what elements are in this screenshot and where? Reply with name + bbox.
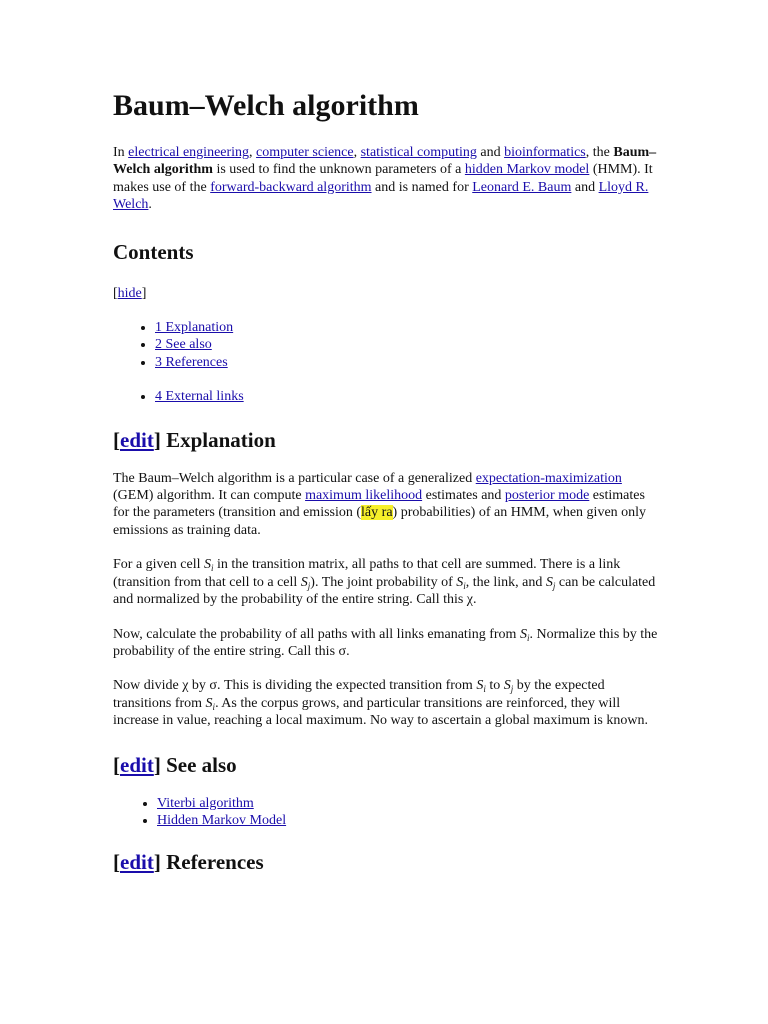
section-title: References — [160, 850, 264, 875]
link-bioinformatics[interactable]: bioinformatics — [504, 145, 586, 160]
math-s-j — [301, 575, 311, 590]
section-title: Explanation — [160, 427, 276, 452]
edit-see-also-link[interactable]: edit — [120, 752, 154, 777]
toc-item — [155, 336, 658, 353]
text: . As the corpus grows, and particular transitions are reinforced, they will increase in value, reaching a local maximum. No way to ascertain a global maximum is known. — [113, 695, 648, 729]
math-symbol: S — [476, 678, 484, 694]
text: , — [353, 145, 361, 160]
bracket: ] — [141, 285, 147, 301]
text: estimates and — [422, 488, 505, 504]
hide-toc-link[interactable]: hide — [117, 285, 142, 301]
text: is used to find the unknown parameters of a — [212, 162, 465, 178]
bold-term: Baum–Welch algorithm — [113, 145, 657, 178]
text: , — [249, 145, 257, 160]
page-title: Baum–Welch algorithm — [113, 89, 419, 122]
section-heading-references — [113, 849, 658, 875]
text: to — [485, 678, 504, 694]
math-symbol: S — [456, 574, 464, 590]
toc-link-explanation[interactable]: 1 Explanation — [155, 320, 234, 336]
toc-item — [155, 354, 658, 371]
text: by the expected transitions from — [113, 678, 605, 711]
text: The Baum–Welch algorithm is a particular case of a generalized — [113, 470, 476, 486]
text: (HMM). It makes use of the — [113, 162, 653, 195]
list-item — [157, 795, 658, 812]
math-subscript: j — [307, 580, 311, 591]
math-s-j — [546, 575, 556, 590]
link-leonard-baum[interactable]: Leonard E. Baum — [472, 179, 572, 195]
text: and — [476, 145, 505, 160]
link-computer-science[interactable]: computer science — [256, 145, 354, 160]
toc-list-extra — [113, 388, 658, 405]
math-symbol: S — [545, 574, 553, 590]
text: ). The joint probability of — [310, 574, 457, 590]
text: Now divide χ by σ. This is dividing the expected transition from — [113, 678, 477, 694]
text: ) probabilities) of an HMM, when given only emissions as training data. — [113, 505, 647, 538]
bracket: [ — [113, 285, 118, 301]
link-viterbi-algorithm[interactable]: Viterbi algorithm — [157, 795, 254, 811]
see-also-list — [113, 795, 658, 830]
section-title: See also — [160, 752, 237, 777]
text: , the link, and — [465, 574, 546, 590]
text: For a given cell — [113, 557, 204, 573]
text: and is named for — [371, 179, 473, 195]
toc-list — [113, 319, 658, 371]
link-lloyd-welch[interactable]: Lloyd R. Welch — [113, 179, 649, 213]
bracket: ] — [153, 427, 161, 452]
link-hidden-markov-model[interactable]: hidden Markov model — [464, 162, 590, 178]
bracket: ] — [153, 850, 161, 875]
link-forward-backward-algorithm[interactable]: forward-backward algorithm — [210, 179, 372, 195]
math-symbol: S — [203, 557, 211, 573]
math-subscript: i — [526, 632, 530, 643]
edit-references-link[interactable]: edit — [120, 850, 154, 875]
link-maximum-likelihood[interactable]: maximum likelihood — [305, 488, 423, 504]
math-subscript: i — [463, 580, 466, 591]
link-electrical-engineering[interactable]: electrical engineering — [128, 145, 250, 160]
toc-toggle — [113, 285, 658, 302]
explanation-paragraph-2 — [113, 556, 658, 608]
math-s-i — [456, 575, 466, 590]
explanation-paragraph-4 — [113, 677, 658, 729]
math-subscript: i — [210, 563, 214, 574]
math-s-i — [476, 678, 486, 693]
section-heading-explanation — [113, 427, 658, 453]
math-s-i — [204, 557, 214, 572]
explanation-paragraph-1 — [113, 470, 658, 540]
bracket: [ — [113, 850, 120, 875]
text: . Normalize this by the probability of the entire string. Call this σ. — [113, 626, 658, 659]
math-symbol: S — [300, 574, 308, 590]
section-heading-see-also — [113, 752, 658, 778]
text: Now, calculate the probability of all paths with all links emanating from — [113, 626, 520, 642]
text: can be calculated and normalized by the probability of the entire string. Call this χ. — [113, 574, 656, 608]
bracket: [ — [113, 752, 120, 777]
bracket: [ — [113, 427, 120, 452]
text: and — [571, 179, 599, 195]
math-subscript: i — [212, 701, 216, 712]
bracket: ] — [153, 752, 161, 777]
link-statistical-computing[interactable]: statistical computing — [360, 145, 477, 160]
math-symbol: S — [205, 695, 213, 711]
intro-paragraph — [113, 144, 658, 214]
text: (GEM) algorithm. It can compute — [113, 488, 306, 504]
toc-link-see-also[interactable]: 2 See also — [155, 337, 212, 353]
link-expectation-maximization[interactable]: expectation-maximization — [475, 470, 622, 486]
link-hidden-markov-model-see-also[interactable]: Hidden Markov Model — [157, 812, 287, 828]
article — [113, 88, 658, 892]
toc-item — [155, 388, 658, 405]
math-subscript: i — [483, 684, 486, 695]
math-symbol: S — [503, 678, 511, 694]
text: , the — [585, 145, 614, 160]
text: in the transition matrix, all paths to that cell are summed. There is a link (transition from that cell to a cell — [113, 557, 621, 590]
math-subscript: j — [552, 580, 556, 591]
text: estimates for the parameters (transition and emission ( — [113, 488, 645, 521]
link-posterior-mode[interactable]: posterior mode — [504, 488, 590, 504]
toc-item — [155, 319, 658, 336]
toc-link-external-links[interactable]: 4 External links — [155, 389, 244, 405]
math-subscript: j — [510, 684, 514, 695]
edit-explanation-link[interactable]: edit — [120, 427, 154, 452]
highlighted-text: lấy ra — [361, 505, 393, 521]
text: . — [148, 197, 152, 213]
explanation-paragraph-3 — [113, 626, 658, 661]
math-s-i — [206, 696, 216, 711]
list-item — [157, 812, 658, 829]
text: In — [113, 145, 129, 160]
contents-heading: Contents — [113, 239, 194, 264]
math-symbol: S — [519, 626, 527, 642]
toc-link-references[interactable]: 3 References — [155, 354, 228, 370]
math-s-j — [504, 678, 514, 693]
